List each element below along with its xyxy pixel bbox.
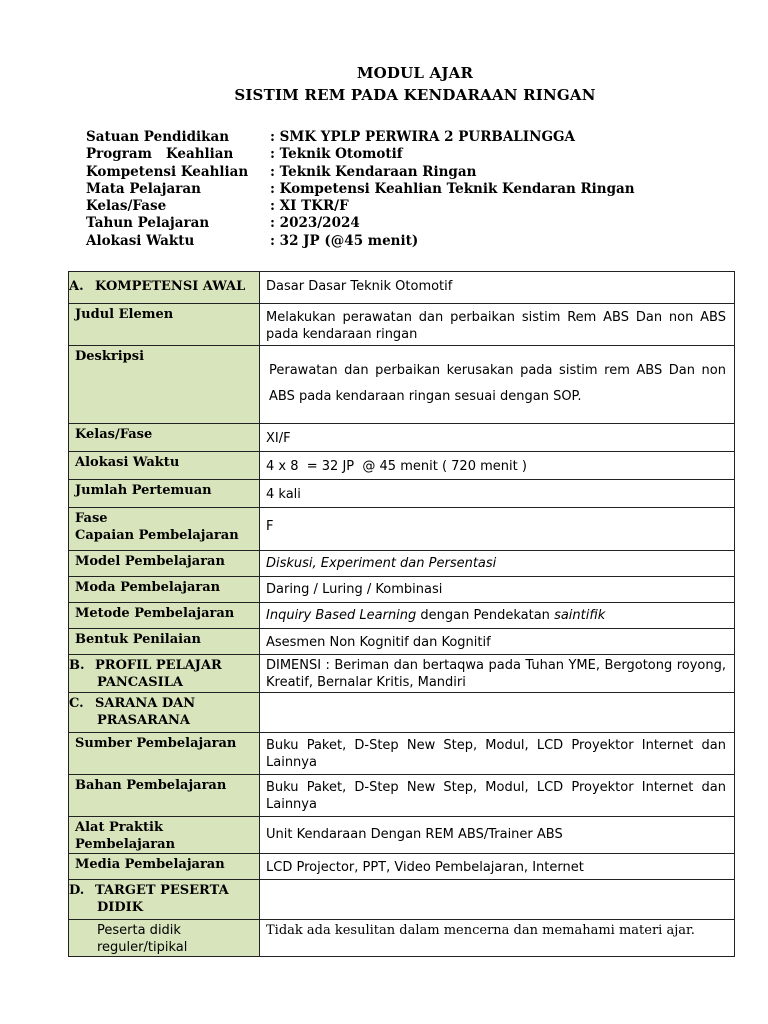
row-label <box>69 551 260 577</box>
info-value: : XI TKR/F <box>270 198 349 215</box>
row-value: Daring / Luring / Kombinasi <box>260 577 735 603</box>
table-row <box>69 817 735 854</box>
row-label <box>69 655 260 693</box>
row-label <box>69 304 260 346</box>
field-label: Kelas/Fase <box>75 427 153 442</box>
field-label: Deskripsi <box>75 349 145 364</box>
field-label: Pembelajaran <box>75 837 176 852</box>
row-value <box>260 603 735 629</box>
row-value: Buku Paket, D-Step New Step, Modul, LCD Proyektor Internet dan Lainnya <box>260 775 735 817</box>
section-label: KOMPETENSI AWAL <box>95 279 246 294</box>
table-row <box>69 880 735 920</box>
info-key: Mata Pelajaran <box>86 180 201 197</box>
field-label: Media Pembelajaran <box>75 857 225 872</box>
field-label: Bentuk Penilaian <box>75 632 201 647</box>
row-value: F <box>260 508 735 551</box>
field-label: Alat Praktik <box>75 820 163 835</box>
method-approach: saintifik <box>554 608 606 623</box>
row-value <box>260 693 735 733</box>
row-label <box>69 424 260 452</box>
info-key: Tahun Pelajaran <box>86 215 210 232</box>
row-value: LCD Projector, PPT, Video Pembelajaran, Internet <box>260 854 735 880</box>
field-label: Capaian Pembelajaran <box>75 528 239 543</box>
table-row <box>69 508 735 551</box>
section-label: PANCASILA <box>97 675 183 690</box>
row-label <box>69 629 260 655</box>
table-row <box>69 629 735 655</box>
table-row <box>69 346 735 424</box>
row-label <box>69 693 260 733</box>
row-value: Diskusi, Experiment dan Persentasi <box>260 551 735 577</box>
row-value: Perawatan dan perbaikan kerusakan pada sistim rem ABS Dan non ABS pada kendaraan ringan sesuai dengan SOP. <box>260 346 735 424</box>
section-label: DIDIK <box>97 900 144 915</box>
row-value: XI/F <box>260 424 735 452</box>
section-number: A. <box>69 279 84 294</box>
section-number: B. <box>69 658 85 673</box>
info-value: : Teknik Kendaraan Ringan <box>270 163 477 180</box>
info-value: : 2023/2024 <box>270 215 360 232</box>
table-row <box>69 452 735 480</box>
info-value: : Kompetensi Keahlian Teknik Kendaran Ringan <box>270 180 635 197</box>
table-row <box>69 920 735 957</box>
row-value <box>260 880 735 920</box>
field-label: Model Pembelajaran <box>75 554 225 569</box>
row-value: Melakukan perawatan dan perbaikan sistim Rem ABS Dan non ABS pada kendaraan ringan <box>260 304 735 346</box>
method-name: Inquiry Based Learning <box>266 608 417 623</box>
table-row <box>69 577 735 603</box>
info-key: Satuan Pendidikan <box>86 129 230 145</box>
document-subtitle: SISTIM REM PADA KENDARAAN RINGAN <box>234 86 596 104</box>
info-value: : SMK YPLP PERWIRA 2 PURBALINGGA <box>270 129 575 145</box>
field-label: Peserta didik <box>97 923 181 938</box>
section-number: C. <box>69 696 84 711</box>
row-label <box>69 577 260 603</box>
row-label <box>69 480 260 508</box>
row-value: Unit Kendaraan Dengan REM ABS/Trainer ABS <box>260 817 735 854</box>
section-label: PROFIL PELAJAR <box>95 658 222 673</box>
table-row <box>69 304 735 346</box>
table-row <box>69 272 735 304</box>
info-key: Kelas/Fase <box>86 198 167 215</box>
section-label: PRASARANA <box>97 713 190 728</box>
row-label <box>69 272 260 304</box>
row-value: DIMENSI : Beriman dan bertaqwa pada Tuhan YME, Bergotong royong, Kreatif, Bernalar Kritis, Mandiri <box>260 655 735 693</box>
document-title: MODUL AJAR <box>356 64 474 82</box>
table-row <box>69 480 735 508</box>
table-row <box>69 655 735 693</box>
field-label: Fase <box>75 511 108 526</box>
table-row <box>69 733 735 775</box>
row-label <box>69 854 260 880</box>
field-label: Moda Pembelajaran <box>75 580 221 595</box>
field-label: reguler/tipikal <box>97 940 188 955</box>
table-row <box>69 424 735 452</box>
row-label <box>69 346 260 424</box>
section-number: D. <box>69 883 85 898</box>
info-value: : 32 JP (@45 menit) <box>270 232 419 249</box>
info-key: Program Keahlian <box>86 146 234 163</box>
row-value: 4 x 8 = 32 JP @ 45 menit ( 720 menit ) <box>260 452 735 480</box>
row-label <box>69 452 260 480</box>
field-label: Sumber Pembelajaran <box>75 736 237 751</box>
section-label: TARGET PESERTA <box>95 883 229 898</box>
table-row <box>69 603 735 629</box>
row-value: Tidak ada kesulitan dalam mencerna dan memahami materi ajar. <box>260 920 735 957</box>
field-label: Jumlah Pertemuan <box>75 483 212 498</box>
info-value: : Teknik Otomotif <box>270 146 403 163</box>
info-key: Alokasi Waktu <box>86 232 195 249</box>
row-label <box>69 508 260 551</box>
row-value: Buku Paket, D-Step New Step, Modul, LCD Proyektor Internet dan Lainnya <box>260 733 735 775</box>
field-label: Alokasi Waktu <box>75 455 180 470</box>
row-label <box>69 920 260 957</box>
row-label <box>69 817 260 854</box>
row-label <box>69 733 260 775</box>
table-row <box>69 775 735 817</box>
table-row <box>69 551 735 577</box>
row-value: Asesmen Non Kognitif dan Kognitif <box>260 629 735 655</box>
field-label: Judul Elemen <box>75 307 174 322</box>
row-label <box>69 775 260 817</box>
row-label <box>69 603 260 629</box>
row-value: 4 kali <box>260 480 735 508</box>
table-row <box>69 854 735 880</box>
row-value: Dasar Dasar Teknik Otomotif <box>260 272 735 304</box>
row-label <box>69 880 260 920</box>
table-row <box>69 693 735 733</box>
field-label: Bahan Pembelajaran <box>75 778 227 793</box>
section-label: SARANA DAN <box>95 696 196 711</box>
field-label: Metode Pembelajaran <box>75 606 235 621</box>
module-table <box>68 271 735 957</box>
info-key: Kompetensi Keahlian <box>86 163 249 180</box>
method-connector: dengan Pendekatan <box>416 608 555 623</box>
